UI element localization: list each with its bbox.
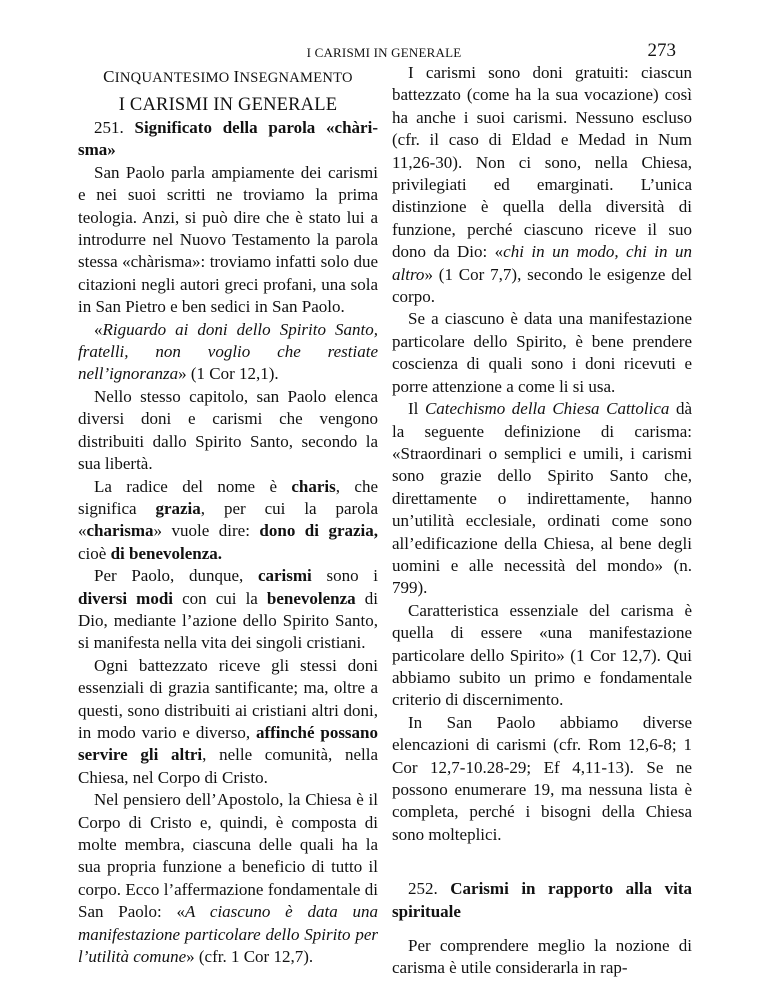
paragraph: Per Paolo, dunque, carismi sono i diversi modi con cui la benevolenza di Dio, mediante l’azione dello Spirito Santo, si manifesta nella vita dei singoli cristiani. <box>78 566 378 653</box>
left-column <box>78 62 378 968</box>
paragraph: Ogni battezzato riceve gli stessi doni essenziali di grazia santificante; ma, oltre a questi, sono distribuiti ai cristiani altri doni, in modo vario e diverso, affinché possano servire gli altri, nelle comunità, nella Chiesa, nel Corpo di Cristo. <box>78 655 379 787</box>
paragraph: Nello stesso capitolo, san Paolo elenca diversi doni e carismi che vengono distribuiti dallo Spirito Santo, secondo la sua libertà. <box>78 386 378 474</box>
running-title: I CARISMI IN GENERALE <box>306 45 462 60</box>
paragraph-continued: Nel pensiero dell’Apostolo, la Chiesa è il Corpo di Cristo e, quindi, è composta di molte membra, ciascuna delle quali ha la sua propria funzione a beneficio di tutto il corpo. Ecco l’affermazione fondamentale di San Paolo: «A ciascuno è data una manifestazione particolare dello Spirito per l’utilità comune» (cfr. 1 Cor 12,7). <box>78 790 378 967</box>
spacer <box>392 923 692 935</box>
paragraph: Caratteristica essenziale del carisma è quella di essere «una manifestazione particolare dello Spirito» (1 Cor 12,7). Qui abbiamo subito un primo e fondamentale criterio di discernimento. <box>392 600 692 710</box>
right-column <box>392 62 692 980</box>
section-heading-252: 252. Carismi in rapporto alla vita spirituale <box>392 879 693 921</box>
section-heading-251: 251. Significato della parola «chàri- sma» <box>78 118 378 160</box>
paragraph: La radice del nome è charis, che significa grazia, per cui la parola «charisma» vuole dire: dono di grazia, cioè di benevolenza. <box>78 476 379 563</box>
paragraph: San Paolo parla ampiamente dei carismi e nei suoi scritti ne troviamo la prima teologia. Anzi, si può dire che è stato lui a introdurre nel Nuovo Testamento la parola stessa «chàrisma»: troviamo infatti solo due citazioni negli autori greci profani, una sola in San Pietro e ben sedici in San Paolo. <box>78 162 378 317</box>
paragraph: In San Paolo abbiamo diverse elencazioni di carismi (cfr. Rom 12,6-8; 1 Cor 12,7-10.28-29; Ef 4,11-13). Se ne possono enumerare 19, ma nessuna lista è completa, perché i bisogni della Chiesa sono molteplici. <box>392 712 692 844</box>
lesson-title: I CARISMI IN GENERALE <box>118 95 338 115</box>
paragraph: Se a ciascuno è data una manifestazione particolare dello Spirito, è bene prendere coscienza di quali sono i doni ricevuti e porre attenzione a come li si usa. <box>392 309 692 396</box>
paragraph: Per comprendere meglio la nozione di carisma è utile considerarla in rap- <box>392 936 692 978</box>
paragraph: Il Catechismo della Chiesa Cattolica dà la seguente definizione di carisma: «Straordinari o semplici e umili, i carismi sono grazie dello Spirito Santo che, direttamente o indirettamente, hanno un’utilità ecclesiale, ordinati come sono all’edificazione della Chiesa, al bene degli uomini e alle necessità del mondo» (n. 799). <box>392 399 693 598</box>
paragraph: I carismi sono doni gratuiti: ciascun battezzato (come ha la sua vocazione) così ha anche i suoi carismi. Nessuno escluso (cfr. il caso di Eldad e Medad in Num 11,26-30). Non ci sono, nella Chiesa, privilegiati ed emarginati. L’unica distinzione è quella della diversità di funzione, perché ciascuno riceve il suo dono da Dio: «chi in un modo, chi in un altro» (1 Cor 7,7), secondo le esigenze del corpo. <box>392 63 692 307</box>
page-number: 273 <box>647 40 676 61</box>
paragraph: «Riguardo ai doni dello Spirito Santo, fratelli, non voglio che restiate nell’ignoranza» (1 Cor 12,1). <box>78 319 378 384</box>
lesson-label: CINQUANTESIMO INSEGNAMENTO <box>103 67 353 86</box>
running-header <box>0 40 768 64</box>
